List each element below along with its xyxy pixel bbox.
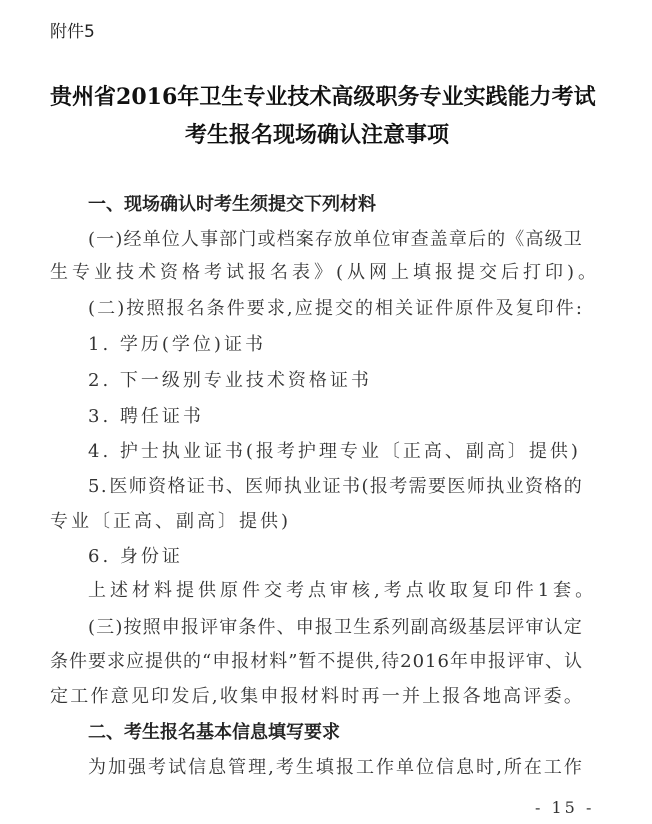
paragraph-line: 定 工 作 意 见 印 发 后 , 收 集 申 报 材 料 时 再 一 并 上 报 各 地 高 评 委 。: [50, 686, 582, 707]
paragraph-line: ( 三 ) 按 照 申 报 评 审 条 件 、 申 报 卫 生 系 列 副 高 级 基 层 评 审 认 定: [88, 617, 582, 638]
page-number: - 15 -: [535, 798, 595, 817]
list-item: 3. 聘任证书: [88, 406, 204, 427]
paragraph-line: ( 一 ) 经 单 位 人 事 部 门 或 档 案 存 放 单 位 审 查 盖 章 后 的 《 高 级 卫: [88, 229, 582, 250]
paragraph-line: 为 加 强 考 试 信 息 管 理 , 考 生 填 报 工 作 单 位 信 息 时 , 所 在 工 作: [88, 757, 582, 778]
annex-label: 附件5: [50, 22, 95, 42]
paragraph-line: 上述材料提供原件交考点审核,考点收取复印件1套。: [88, 580, 598, 601]
document-title-line2: 考生报名现场确认注意事项: [185, 122, 450, 148]
paragraph-line: 生专业技术资格考试报名表》(从网上填报提交后打印)。: [50, 262, 601, 283]
list-item: 6. 身份证: [88, 546, 183, 567]
section2-heading: 二、考生报名基本信息填写要求: [88, 722, 340, 743]
list-item: 1. 学历(学位)证书: [88, 334, 266, 355]
document-title-line1: 贵 州 省 2 0 1 6 年 卫 生 专 业 技 术 高 级 职 务 专 业 实 践 能 力 考 试: [50, 84, 596, 110]
list-item: 4. 护士执业证书(报考护理专业〔正高、副高〕提供): [88, 441, 581, 462]
paragraph-line: ( 二 ) 按 照 报 名 条 件 要 求 , 应 提 交 的 相 关 证 件 原 件 及 复 印 件 :: [88, 298, 582, 319]
list-item: 5 . 医 师 资 格 证 书 、 医 师 执 业 证 书 ( 报 考 需 要 医 师 执 业 资 格 的: [88, 476, 582, 497]
list-item: 2. 下一级别专业技术资格证书: [88, 370, 372, 391]
section1-heading: 一、现场确认时考生须提交下列材料: [88, 194, 376, 215]
list-item-continuation: 专业〔正高、副高〕提供): [50, 511, 292, 532]
paragraph-line: 条 件 要 求 应 提 供 的 “ 申 报 材 料 ” 暂 不 提 供 , 待 2 0 1 6 年 申 报 评 审 、 认: [50, 651, 582, 672]
